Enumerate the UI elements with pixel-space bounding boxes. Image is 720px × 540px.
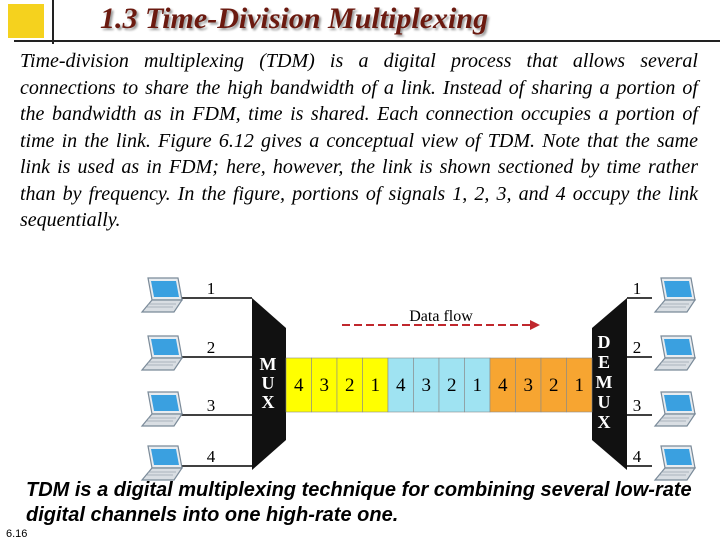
output-line-label: 4	[632, 447, 642, 466]
input-lines	[180, 279, 252, 466]
slot-label: 2	[447, 375, 457, 396]
input-line-label: 4	[206, 447, 216, 466]
laptop-icon	[142, 278, 182, 312]
slot-label: 2	[345, 375, 355, 396]
slot-label: 4	[498, 375, 508, 396]
caption-text: TDM is a digital multiplexing technique for combining several low-rate digital channels into one high-rate one.	[26, 479, 692, 526]
demux-letter: D	[597, 332, 611, 352]
laptop-icon	[655, 446, 695, 480]
mux-letter: X	[261, 392, 275, 412]
slot-label: 1	[472, 375, 482, 396]
arrow-head-icon	[530, 320, 540, 330]
laptop-icon	[655, 278, 695, 312]
demux-letter: X	[597, 412, 611, 432]
time-slots	[286, 358, 592, 412]
mux-letter: M	[259, 354, 277, 374]
laptop-icon	[655, 392, 695, 426]
mux-letter: U	[261, 373, 275, 393]
input-line-label: 2	[206, 338, 216, 357]
input-line-label: 1	[206, 279, 216, 298]
laptop-icon	[142, 446, 182, 480]
slot-label: 3	[523, 375, 533, 396]
slide-number: 6.16	[6, 528, 28, 540]
output-line-label: 2	[632, 338, 642, 357]
output-line-label: 3	[632, 396, 642, 415]
laptop-icon	[142, 336, 182, 370]
mux-label	[260, 354, 277, 412]
slide-title: 1.3 Time-Division Multiplexing	[100, 2, 489, 35]
demux-label	[596, 332, 613, 432]
demux-letter: M	[595, 372, 613, 392]
laptop-icon	[655, 336, 695, 370]
output-line-label: 1	[632, 279, 642, 298]
input-line-label: 3	[206, 396, 216, 415]
slot-label: 2	[549, 375, 559, 396]
slot-label: 1	[574, 375, 584, 396]
data-flow-label: Data flow	[409, 308, 473, 325]
slot-label: 4	[294, 375, 304, 396]
slot-label: 4	[396, 375, 406, 396]
output-lines	[627, 279, 652, 466]
slot-label: 3	[421, 375, 431, 396]
demux-letter: E	[597, 352, 611, 372]
slot-label: 3	[319, 375, 329, 396]
laptop-icon	[142, 392, 182, 426]
demux-letter: U	[597, 392, 611, 412]
body-paragraph: Time-division multiplexing (TDM) is a digital process that allows several connections to share the high bandwidth of a link. Instead of sharing a portion of the bandwidth as in FDM, time is shared. Each connection occupies a portion of time in the link. Figure 6.12 gives a conceptual view of TDM. Note that the same link is used as in FDM; here, however, the link is shown sectioned by time rather than by frequency. In the figure, portions of signals 1, 2, 3, and 4 occupy the link sequentially.	[20, 50, 698, 231]
slot-label: 1	[370, 375, 380, 396]
